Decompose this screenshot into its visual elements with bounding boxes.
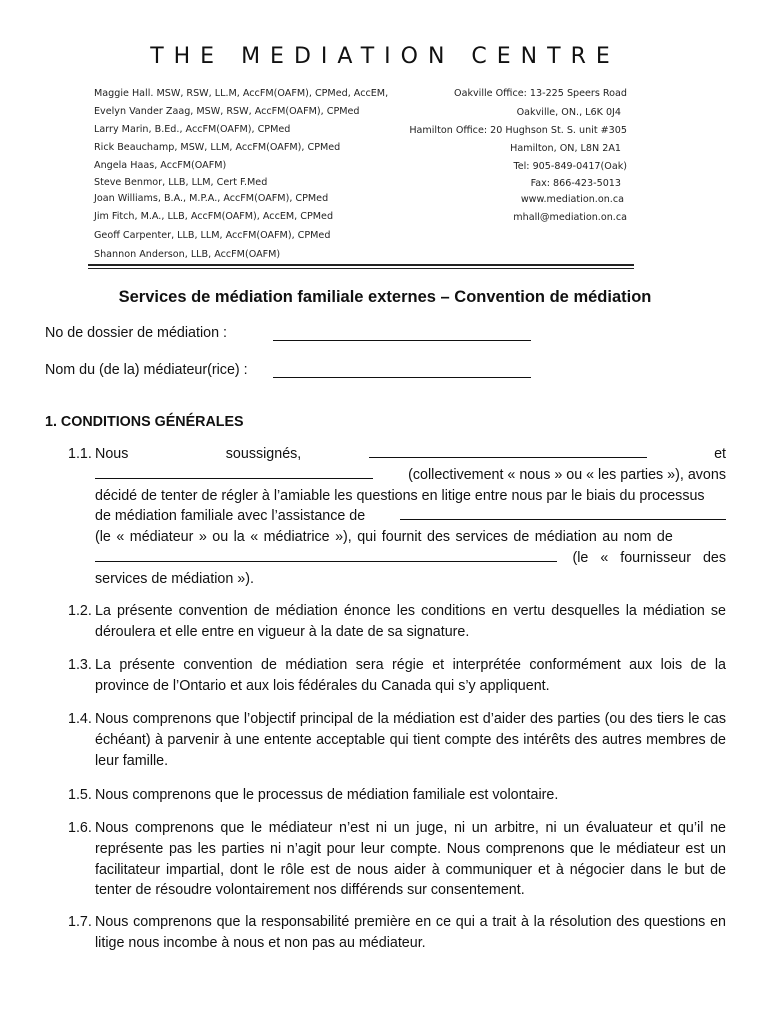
clause-1-1: [68, 444, 726, 590]
mediator-line: Jim Fitch, M.A., LLB, AccFM(OAFM), AccEM, CPMed: [94, 211, 334, 222]
clause-number: 1.4.: [68, 711, 92, 727]
file-number-field[interactable]: [45, 325, 227, 341]
file-number-label: No de dossier de médiation :: [45, 325, 227, 341]
mediator-line: Rick Beauchamp, MSW, LLM, AccFM(OAFM), CPMed: [94, 142, 341, 153]
clause-text: services de médiation »).: [95, 570, 254, 587]
clause-1-4: [68, 709, 726, 771]
mediator-line: Geoff Carpenter, LLB, LLM, AccFM(OAFM), CPMed: [94, 230, 331, 241]
clause-text: Nous comprenons que l’objectif principal de la médiation est d’aider des parties (ou des tiers le cas échéant) à parvenir à une entente acceptable qui tient compte des intérêts des autres membres de leur famille.: [95, 711, 726, 769]
header-divider: [88, 264, 634, 266]
clause-text: Nous: [95, 446, 129, 462]
office-city: Hamilton, ON, L8N 2A1: [510, 143, 621, 154]
mediator-line: Shannon Anderson, LLB, AccFM(OAFM): [94, 249, 281, 260]
section-heading: 1. CONDITIONS GÉNÉRALES: [45, 414, 244, 430]
clause-text: (collectivement « nous » ou « les parties »), avons: [408, 466, 726, 483]
header-divider-thin: [88, 268, 634, 269]
clause-number: 1.2.: [68, 603, 92, 619]
provider-blank[interactable]: [95, 548, 557, 562]
org-name: THE MEDIATION CENTRE: [150, 44, 620, 69]
clause-text: soussignés,: [225, 446, 302, 462]
mediator-line: Larry Marin, B.Ed., AccFM(OAFM), CPMed: [94, 124, 291, 135]
clause-number: 1.1.: [68, 446, 92, 462]
clause-1-3: [68, 655, 726, 697]
mediator-name-blank[interactable]: [273, 377, 531, 378]
clause-text: Nous comprenons que le médiateur n’est ni un juge, ni un arbitre, ni un évaluateur et qu’il ne représente pas les parties ni n’agit pour leur compte. Nous comprenons que le médiateur est un facilitateur impartial, dont le rôle est de nous aider à communiquer et à négocier dans le but de tenter de résoudre volontairement nos différends sur consentement.: [95, 820, 726, 899]
party-name-blank[interactable]: [369, 444, 647, 458]
clause-text: décidé de tenter de régler à l’amiable les questions en litige entre nous par le biais du processus: [95, 487, 705, 504]
fax-number: Fax: 866-423-5013: [530, 178, 621, 189]
clause-1-5: [68, 785, 726, 806]
website-link[interactable]: www.mediation.on.ca: [520, 194, 624, 205]
mediator-line: Evelyn Vander Zaag, MSW, RSW, AccFM(OAFM), CPMed: [94, 106, 360, 117]
clause-1-2: [68, 601, 726, 643]
clause-text: La présente convention de médiation énonce les conditions en vertu desquelles la médiation se déroulera et elle entre en vigueur à la date de sa signature.: [95, 603, 726, 640]
clause-text: La présente convention de médiation sera régie et interprétée conformément aux lois de la province de l’Ontario et aux lois fédérales du Canada qui s’y appliquent.: [95, 657, 726, 694]
clause-number: 1.6.: [68, 820, 92, 836]
clause-text: (le « médiateur » ou la « médiatrice »), qui fournit des services de médiation au nom de: [95, 529, 673, 546]
office-city: Oakville, ON., L6K 0J4: [516, 107, 621, 118]
clause-text: (le « fournisseur des: [572, 549, 726, 566]
clause-text: de médiation familiale avec l’assistance de: [95, 508, 366, 525]
clause-number: 1.3.: [68, 657, 92, 673]
clause-1-7: [68, 912, 726, 954]
clause-number: 1.5.: [68, 787, 92, 803]
clause-text: et: [714, 446, 726, 462]
clause-text: Nous comprenons que le processus de médiation familiale est volontaire.: [95, 787, 559, 803]
email-link[interactable]: mhall@mediation.on.ca: [513, 212, 627, 223]
clause-text: Nous comprenons que la responsabilité première en ce qui a trait à la résolution des questions en litige nous incombe à nous et non pas au médiateur.: [95, 914, 726, 951]
mediator-line: Steve Benmor, LLB, LLM, Cert F.Med: [94, 177, 268, 188]
clause-1-6: [68, 818, 726, 901]
office-address: Hamilton Office: 20 Hughson St. S. unit #305: [409, 125, 627, 136]
mediator-line: Joan Williams, B.A., M.P.A., AccFM(OAFM), CPMed: [94, 193, 329, 204]
office-address: Oakville Office: 13-225 Speers Road: [454, 88, 627, 99]
mediator-line: Maggie Hall. MSW, RSW, LL.M, AccFM(OAFM), CPMed, AccEM,: [94, 88, 389, 99]
mediator-line: Angela Haas, AccFM(OAFM): [94, 160, 227, 171]
mediator-blank[interactable]: [400, 506, 726, 520]
phone-number: Tel: 905-849-0417(Oak): [513, 161, 627, 172]
file-number-blank[interactable]: [273, 340, 531, 341]
mediator-name-label: Nom du (de la) médiateur(rice) :: [45, 362, 248, 378]
document-title: Services de médiation familiale externes – Convention de médiation: [118, 288, 652, 306]
clause-number: 1.7.: [68, 914, 92, 930]
party-name-blank[interactable]: [95, 465, 373, 479]
mediator-name-field[interactable]: [45, 362, 248, 378]
